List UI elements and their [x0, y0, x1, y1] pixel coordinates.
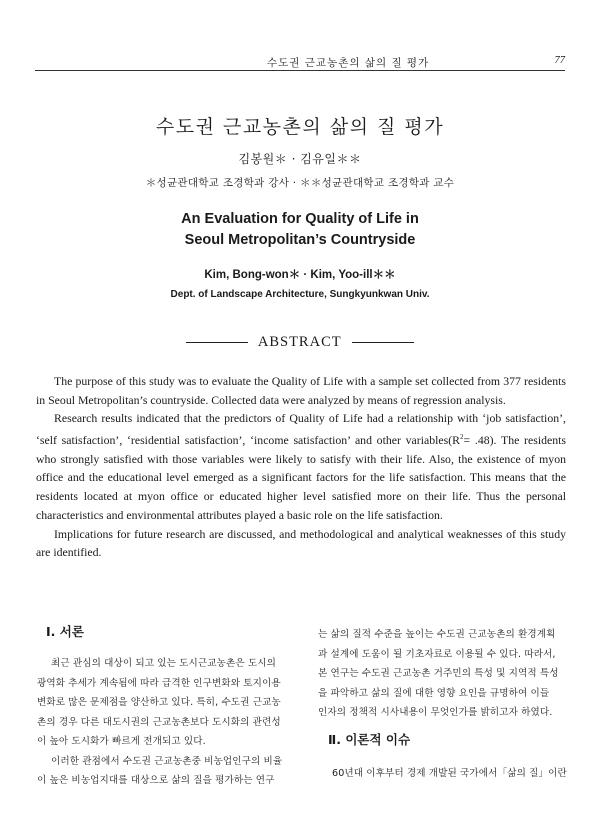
abstract-heading-text: ABSTRACT — [257, 334, 342, 350]
affiliation-english: Dept. of Landscape Architecture, Sungkyunkwan Univ. — [170, 289, 430, 300]
page-number: 77 — [554, 55, 565, 66]
affiliations-korean: ＊성균관대학교 조경학과 강사 · ＊＊성균관대학교 조경학과 교수 — [145, 177, 455, 189]
body-line: 광역화 추세가 계속됨에 따라 급격한 인구변화와 토지이용 — [37, 677, 281, 689]
title-en-line-1: An Evaluation for Quality of Life in — [181, 211, 419, 227]
body-line: 인자의 정책적 시사내용이 무엇인가를 밝히고자 하였다. — [318, 707, 553, 718]
body-line: 최근 관심의 대상이 되고 있는 도시근교농촌은 도시의 — [51, 658, 276, 669]
abstract-paragraph-3: Implications for future research are discussed, and methodological and analytical weaknesses of this study are identified. — [36, 526, 566, 560]
abstract-p2-part-a: Research results indicated that the predictors of Quality of Life had a relationship with ‘job satisfaction’, ‘self satisfaction’, ‘residential satisfaction’, ‘income satisfaction’ and other variables(R — [36, 411, 566, 448]
abstract-body — [36, 372, 566, 562]
title-en-line-2: Seoul Metropolitan’s Countryside — [184, 232, 416, 248]
section-2-body — [318, 764, 570, 784]
body-line: 을 파악하고 삶의 질에 대한 영향 요인을 규명하여 이들 — [318, 687, 550, 699]
body-line: 이 높아 도시화가 빠르게 전개되고 있다. — [37, 736, 206, 747]
body-line: 촌의 경우 다른 대도시권의 근교농촌보다 도시화의 관련성 — [37, 716, 281, 728]
abstract-paragraph-1: The purpose of this study was to evaluate the Quality of Life with a sample set collected from 377 residents in Seoul Metropolitan’s countryside. Collected data were analyzed by means of regression analysis. — [36, 374, 566, 407]
right-column-body — [318, 625, 570, 723]
body-line: 변화로 많은 문제점을 양산하고 있다. 특히, 수도권 근교농 — [37, 697, 281, 708]
body-line: 본 연구는 수도권 근교농촌 거주민의 특성 및 지역적 특성 — [318, 668, 559, 679]
section-1-body — [37, 654, 297, 791]
paper-title-english — [0, 209, 600, 251]
abstract-p2-part-b: = .48). The residents who strongly satisfied with those variables were likely to satisfy with their life. Also, the existence of myon office and the educational level emerged as a significant factors for the life satisfaction. This means that the residents located at myon office or educated higher level satisfied more on their life. Thus the personal characteristics and environmental attributes played a basic role on the life satisfaction. — [36, 433, 566, 522]
abstract-heading — [0, 334, 600, 351]
header-rule — [35, 70, 565, 71]
r-squared-superscript: 2 — [460, 433, 464, 442]
running-title: 수도권 근교농촌의 삶의 질 평가 — [267, 57, 430, 69]
body-line: 는 삶의 질적 수준을 높이는 수도권 근교농촌의 환경계획 — [318, 629, 556, 640]
body-line: 60년대 이후부터 경제 개발된 국가에서「삶의 질」이란 — [332, 768, 567, 779]
section-1-heading: Ⅰ. 서론 — [46, 624, 84, 639]
abstract-paragraph-2 — [36, 409, 566, 524]
paper-title-korean: 수도권 근교농촌의 삶의 질 평가 — [155, 116, 445, 138]
running-header — [35, 55, 565, 69]
authors-english: Kim, Bong-won＊ · Kim, Yoo-ill＊＊ — [204, 269, 396, 281]
authors-korean: 김봉원＊ · 김유일＊＊ — [238, 152, 362, 166]
body-line: 과 설계에 도움이 될 기초자료로 이용될 수 있다. 따라서, — [318, 648, 556, 660]
body-line: 이러한 관점에서 수도권 근교농촌중 비농업인구의 비율 — [51, 755, 283, 767]
section-2-heading: Ⅱ. 이론적 이슈 — [328, 732, 411, 747]
body-line: 이 높은 비농업지대를 대상으로 삶의 질을 평가하는 연구 — [37, 775, 275, 786]
abstract-rule-right — [352, 342, 414, 343]
abstract-rule-left — [186, 342, 248, 343]
